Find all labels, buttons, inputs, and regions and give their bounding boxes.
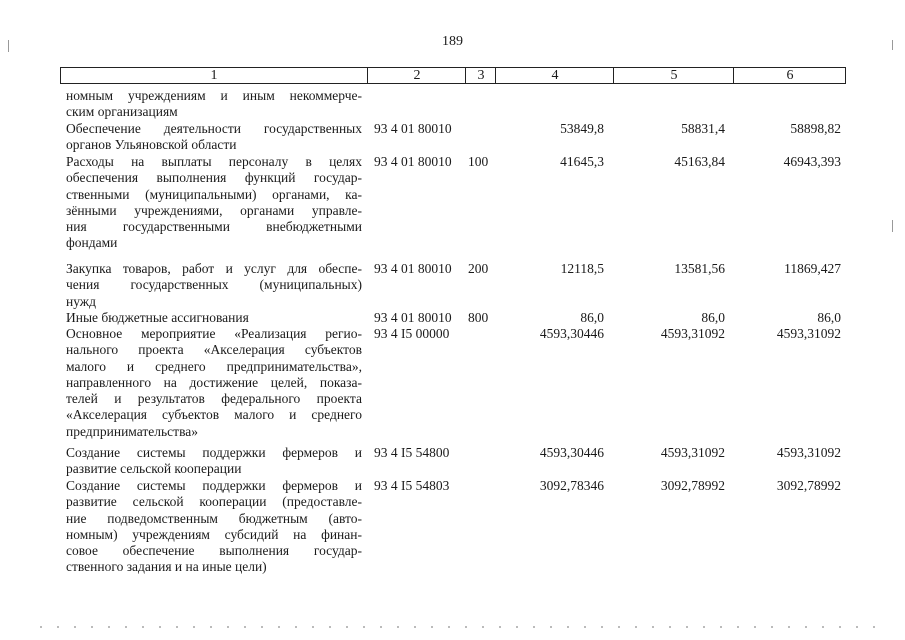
value-col-5: 4593,31092 [660,326,725,341]
row-name [66,261,362,310]
page-number: 189 [442,34,463,49]
row-name-line: Закупка товаров, работ и услуг для обеспе- [66,261,362,276]
header-cell-1: 1 [210,68,218,83]
row-name-line: ственными (муниципальными) органами, ка- [66,186,362,202]
target-article-code: 93 4 I5 00000 [374,326,450,341]
row-name-line: нального проекта «Акселерация субъектов [66,342,362,358]
row-name-line: развитие сельской кооперации [66,461,242,477]
value-col-5: 86,0 [701,310,725,325]
value-col-4: 3092,78346 [539,478,604,493]
value-col-4: 4593,30446 [539,326,604,341]
row-name-line: фондами [66,235,118,251]
row-name-line: предпринимательства» [66,423,199,439]
row-name-line: Создание системы поддержки фермеров и [66,478,362,493]
row-name-line: ственного задания и на иные цели) [66,559,267,575]
header-cell-4: 4 [495,68,614,83]
value-col-5: 45163,84 [674,154,725,169]
row-name [66,121,362,154]
row-name-line: номным) учреждениям субсидий на финан- [66,526,362,542]
row-name [66,445,362,478]
row-name-line: Создание системы поддержки фермеров и [66,445,362,460]
row-name-line: Основное мероприятие «Реализация регио- [66,326,362,341]
table-header [60,67,846,84]
row-name [66,326,362,440]
value-col-6: 58898,82 [790,121,841,136]
row-name-line: Иные бюджетные ассигнования [66,310,249,325]
row-name-line: телей и результатов федерального проекта [66,391,362,407]
target-article-code: 93 4 I5 54803 [374,478,450,493]
value-col-6: 4593,31092 [776,326,841,341]
value-col-5: 3092,78992 [660,478,725,493]
row-name-line: номным учреждениям и иным некоммерче- [66,88,362,103]
value-col-4: 53849,8 [560,121,604,136]
row-name-line: «Акселерация субъектов малого и среднего [66,407,362,423]
value-col-4: 4593,30446 [539,445,604,460]
scan-margin-mark [892,40,893,50]
target-article-code: 93 4 01 80010 [374,121,452,136]
header-cell-2: 2 [367,68,466,83]
scan-margin-mark [8,40,9,52]
scan-noise [40,626,880,628]
value-col-5: 4593,31092 [660,445,725,460]
target-article-code: 93 4 01 80010 [374,261,452,276]
expense-type-code: 800 [468,310,489,325]
row-name [66,88,362,121]
row-name-line: малого и среднего предпринимательства», [66,358,362,374]
expense-type-code: 100 [468,154,489,169]
row-name-line: направленного на достижение целей, показа- [66,374,362,390]
target-article-code: 93 4 01 80010 [374,154,452,169]
value-col-5: 13581,56 [674,261,725,276]
value-col-6: 11869,427 [784,261,841,276]
row-name-line: ским организациям [66,104,178,120]
target-article-code: 93 4 01 80010 [374,310,452,325]
value-col-4: 86,0 [580,310,604,325]
row-name-line: обеспечения выполнения функций государ- [66,170,362,186]
header-cell-3: 3 [465,68,496,83]
scan-margin-mark [892,220,893,232]
value-col-6: 4593,31092 [776,445,841,460]
row-name-line: чения государственных (муниципальных) [66,277,362,293]
value-col-4: 12118,5 [560,261,604,276]
target-article-code: 93 4 I5 54800 [374,445,450,460]
row-name-line: нужд [66,293,96,309]
row-name-line: ние подведомственным бюджетным (авто- [66,510,362,526]
row-name-line: совое обеспечение выполнения государ- [66,543,362,559]
row-name-line: развитие сельской кооперации (предоставле- [66,494,362,510]
row-name [66,310,362,326]
header-cell-6: 6 [733,68,846,83]
row-name-line: ния государственными внебюджетными [66,219,362,235]
value-col-6: 3092,78992 [776,478,841,493]
row-name-line: органов Ульяновской области [66,137,237,153]
value-col-4: 41645,3 [560,154,604,169]
value-col-6: 86,0 [817,310,841,325]
header-cell-5: 5 [613,68,734,83]
row-name-line: Расходы на выплаты персоналу в целях [66,154,362,169]
row-name [66,154,362,252]
value-col-5: 58831,4 [681,121,725,136]
expense-type-code: 200 [468,261,489,276]
row-name [66,478,362,576]
row-name-line: Обеспечение деятельности государственных [66,121,362,136]
value-col-6: 46943,393 [783,154,841,169]
row-name-line: зёнными учреждениями, органами управле- [66,202,362,218]
